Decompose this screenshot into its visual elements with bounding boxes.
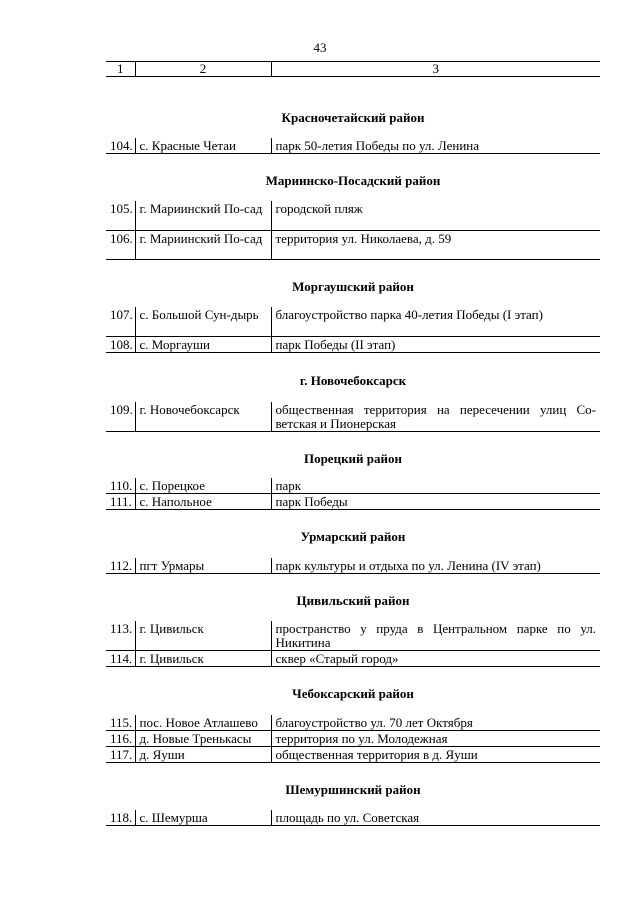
- row-object: благоустройство парка 40-летия Победы (I этап): [271, 307, 600, 337]
- section-title: Чебоксарский район: [292, 686, 414, 701]
- section-title: Моргаушский район: [292, 278, 414, 294]
- section-table: [106, 402, 600, 432]
- row-location: с. Моргауши: [135, 337, 271, 353]
- row-number: 107.: [106, 307, 135, 337]
- section-title: Красночетайский район: [281, 110, 425, 125]
- row-object: площадь по ул. Советская: [271, 810, 600, 826]
- section-title: Мариинско-Посадский район: [265, 173, 441, 188]
- section-table: [106, 715, 600, 763]
- row-object: пространство у пруда в Центральном парке по ул. Никитина: [271, 621, 600, 651]
- row-number: 108.: [106, 337, 135, 353]
- section-table: [106, 307, 600, 354]
- row-number: 115.: [106, 715, 135, 731]
- section-title: Порецкий район: [303, 451, 403, 466]
- table-row: [106, 731, 600, 747]
- row-object: парк: [271, 478, 600, 494]
- row-number: 106.: [106, 230, 135, 259]
- row-location: г. Новочебоксарск: [135, 402, 271, 432]
- row-number: 112.: [106, 558, 135, 574]
- row-location: пгт Урмары: [135, 558, 271, 574]
- table-row: [106, 651, 600, 667]
- table-row: [106, 558, 600, 574]
- section-table: [106, 478, 600, 510]
- section-table: [106, 201, 600, 260]
- column-header-row: [106, 62, 600, 77]
- row-location: г. Мариинский По-сад: [135, 201, 271, 230]
- row-location: д. Яуши: [135, 747, 271, 763]
- row-object: общественная территория в д. Яуши: [271, 747, 600, 763]
- row-number: 117.: [106, 747, 135, 763]
- row-number: 111.: [106, 494, 135, 510]
- row-object: территория по ул. Молодежная: [271, 731, 600, 747]
- row-location: пос. Новое Атлашево: [135, 715, 271, 731]
- section-table: [106, 138, 600, 154]
- table-row: [106, 230, 600, 259]
- row-object: парк Победы: [271, 494, 600, 510]
- table-row: [106, 715, 600, 731]
- row-object: сквер «Старый город»: [271, 651, 600, 667]
- table-row: [106, 621, 600, 651]
- column-header-2: 2: [135, 62, 271, 77]
- table-row: [106, 138, 600, 154]
- column-header-3: 3: [271, 62, 600, 77]
- row-location: с. Порецкое: [135, 478, 271, 494]
- row-location: г. Цивильск: [135, 651, 271, 667]
- section-title: Цивильский район: [296, 593, 410, 608]
- row-object: парк Победы (II этап): [271, 337, 600, 353]
- row-number: 109.: [106, 402, 135, 432]
- column-header-1: 1: [106, 62, 135, 77]
- row-location: с. Напольное: [135, 494, 271, 510]
- row-location: г. Цивильск: [135, 621, 271, 651]
- section-title: Урмарский район: [300, 529, 406, 544]
- table-row: [106, 201, 600, 230]
- row-location: д. Новые Тренькасы: [135, 731, 271, 747]
- row-number: 118.: [106, 810, 135, 826]
- row-number: 116.: [106, 731, 135, 747]
- table-row: [106, 810, 600, 826]
- row-object: благоустройство ул. 70 лет Октября: [271, 715, 600, 731]
- row-object: городской пляж: [271, 201, 600, 230]
- table-row: [106, 478, 600, 494]
- row-number: 114.: [106, 651, 135, 667]
- table-row: [106, 494, 600, 510]
- table-row: [106, 337, 600, 353]
- row-object: парк культуры и отдыха по ул. Ленина (IV этап): [271, 558, 600, 574]
- row-number: 113.: [106, 621, 135, 651]
- row-number: 110.: [106, 478, 135, 494]
- table-row: [106, 402, 600, 432]
- page-number: 43: [313, 40, 327, 55]
- table-row: [106, 747, 600, 763]
- sections-container: [106, 110, 600, 826]
- column-header-table: [106, 61, 600, 77]
- row-location: с. Большой Сун-дырь: [135, 307, 271, 337]
- section-title: г. Новочебоксарск: [299, 373, 407, 388]
- row-number: 104.: [106, 138, 135, 154]
- section-title: Шемуршинский район: [285, 782, 421, 797]
- row-object: общественная территория на пересечении улиц Со-ветская и Пионерская: [271, 402, 600, 432]
- row-object: территория ул. Николаева, д. 59: [271, 230, 600, 259]
- section-table: [106, 621, 600, 667]
- section-table: [106, 810, 600, 826]
- section-table: [106, 558, 600, 574]
- row-location: с. Красные Четаи: [135, 138, 271, 154]
- table-row: [106, 307, 600, 337]
- row-location: г. Мариинский По-сад: [135, 230, 271, 259]
- row-object: парк 50-летия Победы по ул. Ленина: [271, 138, 600, 154]
- document-body: [106, 61, 600, 826]
- row-location: с. Шемурша: [135, 810, 271, 826]
- row-number: 105.: [106, 201, 135, 230]
